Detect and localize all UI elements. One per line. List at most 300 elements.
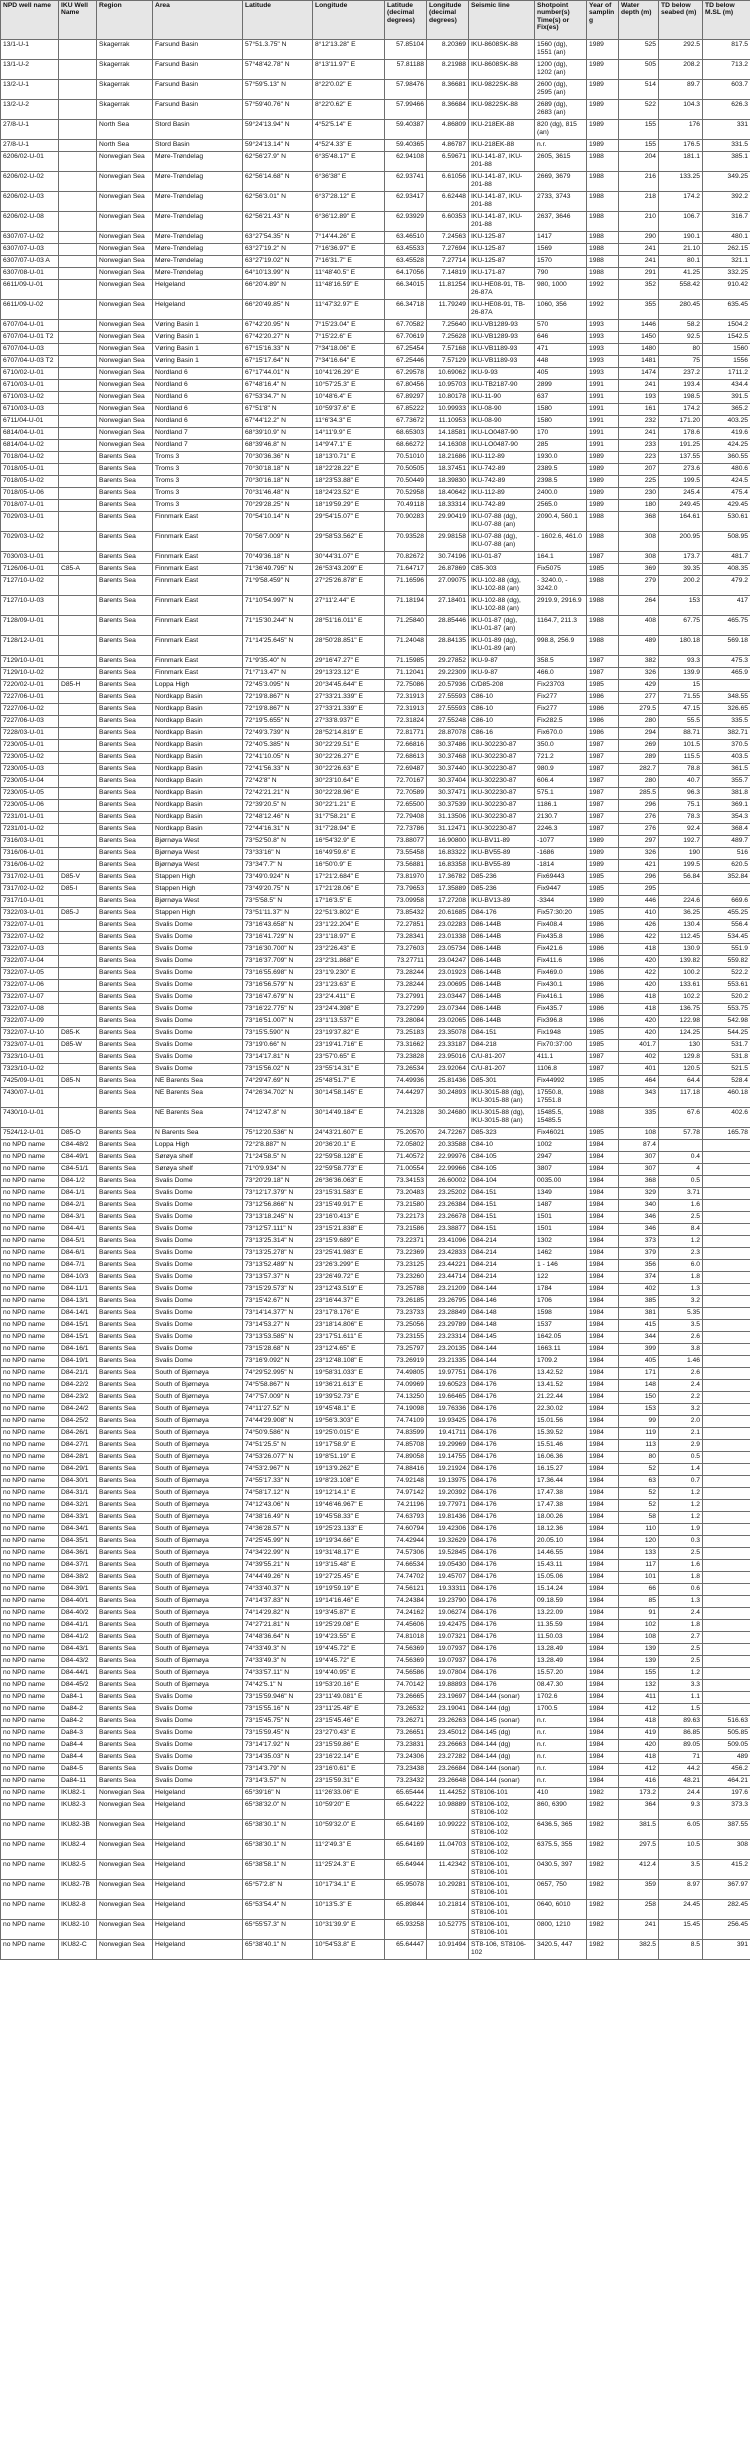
table-cell: D84-10/3 bbox=[59, 1272, 97, 1284]
table-cell: Barents Sea bbox=[97, 1140, 153, 1152]
table-cell: 173.2 bbox=[619, 1788, 659, 1800]
table-cell bbox=[59, 40, 97, 60]
table-cell: 67°15'17.64" N bbox=[243, 356, 313, 368]
table-cell: Barents Sea bbox=[97, 1668, 153, 1680]
table-cell: South of Bjørnøya bbox=[153, 1440, 243, 1452]
table-cell: Norwegian Sea bbox=[97, 212, 153, 232]
table-cell: 73°16'43.658" N bbox=[243, 920, 313, 932]
table-cell: IKU-218EK-88 bbox=[469, 120, 535, 140]
table-row bbox=[1, 1680, 750, 1692]
table-cell: 1984 bbox=[587, 1404, 619, 1416]
table-cell: 6611/09-U-02 bbox=[1, 300, 59, 320]
table-cell: no NPD name bbox=[1, 1668, 59, 1680]
table-cell: Fix421.6 bbox=[535, 944, 587, 956]
table-cell: 72.31913 bbox=[385, 704, 427, 716]
table-cell: IKU-102-88 (dg), IKU-102-88 (an) bbox=[469, 576, 535, 596]
table-cell: 19.13975 bbox=[427, 1476, 469, 1488]
table-row bbox=[1, 1064, 750, 1076]
table-cell: IKU-LO0487-90 bbox=[469, 428, 535, 440]
table-cell: Barents Sea bbox=[97, 1248, 153, 1260]
table-cell: Barents Sea bbox=[97, 812, 153, 824]
table-cell: 321.1 bbox=[703, 256, 750, 268]
table-cell: 70°30'16.18" N bbox=[243, 476, 313, 488]
table-cell: 15.43.11 bbox=[535, 1560, 587, 1572]
table-cell: 178.6 bbox=[659, 428, 703, 440]
table-cell: 1.8 bbox=[659, 1272, 703, 1284]
table-cell: D84-176 bbox=[469, 1572, 535, 1584]
table-cell: 8.5 bbox=[659, 1940, 703, 1960]
table-cell: South of Bjørnøya bbox=[153, 1416, 243, 1428]
table-cell: 401 bbox=[619, 1064, 659, 1076]
table-cell: 391 bbox=[703, 1940, 750, 1960]
table-cell: Fix5075 bbox=[535, 564, 587, 576]
table-cell: D84-22/2 bbox=[59, 1380, 97, 1392]
table-cell: 626.3 bbox=[703, 100, 750, 120]
table-cell: 73.28084 bbox=[385, 1016, 427, 1028]
table-cell: 17.27208 bbox=[427, 896, 469, 908]
table-cell bbox=[59, 320, 97, 332]
table-cell: 1991 bbox=[587, 392, 619, 404]
table-cell bbox=[703, 1272, 750, 1284]
table-cell: 73.23125 bbox=[385, 1260, 427, 1272]
table-cell: 2398.5 bbox=[535, 476, 587, 488]
table-cell: D84-40/2 bbox=[59, 1608, 97, 1620]
table-cell: D84-176 bbox=[469, 1392, 535, 1404]
table-cell: 7.24563 bbox=[427, 232, 469, 244]
column-header: Longitude (decimal degrees) bbox=[427, 1, 469, 40]
table-cell: IKU-08-90 bbox=[469, 404, 535, 416]
table-cell: 27°25'26.878" E bbox=[313, 576, 385, 596]
table-cell: 70°30'36.36" N bbox=[243, 452, 313, 464]
table-cell: IKU-BV13-89 bbox=[469, 896, 535, 908]
table-cell: 62°56'27.9" N bbox=[243, 152, 313, 172]
table-cell: 6206/02-U-02 bbox=[1, 172, 59, 192]
table-cell: 164.1 bbox=[535, 552, 587, 564]
table-cell: D84-15/1 bbox=[59, 1332, 97, 1344]
table-cell: 26.60002 bbox=[427, 1176, 469, 1188]
table-cell: 382 bbox=[619, 656, 659, 668]
table-cell: 27.55593 bbox=[427, 692, 469, 704]
table-cell: 65°38'30.1" N bbox=[243, 1840, 313, 1860]
table-cell bbox=[59, 152, 97, 172]
table-cell: 2689 (dg), 2683 (an) bbox=[535, 100, 587, 120]
table-cell bbox=[703, 1344, 750, 1356]
table-cell: Finnmark East bbox=[153, 636, 243, 656]
table-cell: D84-1/1 bbox=[59, 1188, 97, 1200]
table-cell: Barents Sea bbox=[97, 1332, 153, 1344]
table-cell: 11.42342 bbox=[427, 1860, 469, 1880]
table-cell: 27/8-U-1 bbox=[1, 140, 59, 152]
table-cell: Nordkapp Basin bbox=[153, 800, 243, 812]
table-cell: Svalis Dome bbox=[153, 1224, 243, 1236]
table-cell: Nordland 7 bbox=[153, 428, 243, 440]
table-cell: 6°37'28.12" E bbox=[313, 192, 385, 212]
table-cell: D85-I bbox=[59, 884, 97, 896]
table-cell: North Sea bbox=[97, 140, 153, 152]
table-cell: 173.7 bbox=[659, 552, 703, 564]
table-cell: 420 bbox=[619, 1028, 659, 1040]
table-cell: no NPD name bbox=[1, 1248, 59, 1260]
table-cell: 23°1'13.537" E bbox=[313, 1016, 385, 1028]
table-cell: 1989 bbox=[587, 476, 619, 488]
table-cell: 230 bbox=[619, 488, 659, 500]
table-cell: 67°51'8" N bbox=[243, 404, 313, 416]
table-cell: 115.5 bbox=[659, 752, 703, 764]
table-cell: 30.24893 bbox=[427, 1088, 469, 1108]
table-cell: 16.90800 bbox=[427, 836, 469, 848]
table-cell: 528.4 bbox=[703, 1076, 750, 1088]
table-cell: 1984 bbox=[587, 1536, 619, 1548]
table-row bbox=[1, 1076, 750, 1088]
table-cell: 1982 bbox=[587, 1788, 619, 1800]
table-cell: 296 bbox=[619, 800, 659, 812]
table-cell: 1988 bbox=[587, 232, 619, 244]
table-cell: 1984 bbox=[587, 1368, 619, 1380]
table-cell bbox=[703, 1464, 750, 1476]
table-cell: 1989 bbox=[587, 100, 619, 120]
table-cell: 10.52775 bbox=[427, 1920, 469, 1940]
table-cell: no NPD name bbox=[1, 1512, 59, 1524]
table-cell bbox=[59, 992, 97, 1004]
table-cell: 11.35.59 bbox=[535, 1620, 587, 1632]
table-cell: 6707/04-U-01 bbox=[1, 320, 59, 332]
table-cell: Stord Basin bbox=[153, 140, 243, 152]
table-cell: IKU-125-87 bbox=[469, 232, 535, 244]
table-cell: IKU-112-89 bbox=[469, 488, 535, 500]
table-cell: Svalis Dome bbox=[153, 1016, 243, 1028]
column-header: TD below seabed (m) bbox=[659, 1, 703, 40]
table-cell: 1930.0 bbox=[535, 452, 587, 464]
table-cell: Barents Sea bbox=[97, 1380, 153, 1392]
table-cell: 30.74196 bbox=[427, 552, 469, 564]
table-cell: 1984 bbox=[587, 1680, 619, 1692]
table-cell: no NPD name bbox=[1, 1440, 59, 1452]
table-cell: Barents Sea bbox=[97, 848, 153, 860]
table-cell bbox=[703, 1704, 750, 1716]
table-cell: 531.8 bbox=[703, 1052, 750, 1064]
table-cell: 429 bbox=[619, 680, 659, 692]
table-cell: 72°44'16.31" N bbox=[243, 824, 313, 836]
table-cell: 23.05734 bbox=[427, 944, 469, 956]
table-cell: Barents Sea bbox=[97, 992, 153, 1004]
table-cell: 72.79408 bbox=[385, 812, 427, 824]
table-cell: 480.6 bbox=[703, 464, 750, 476]
table-cell: 27.55248 bbox=[427, 716, 469, 728]
table-cell: -1686 bbox=[535, 848, 587, 860]
table-cell: 210 bbox=[619, 212, 659, 232]
table-cell: 216 bbox=[619, 172, 659, 192]
table-cell: IKU-VB1289-93 bbox=[469, 332, 535, 344]
table-cell: 1200 (dg), 1202 (an) bbox=[535, 60, 587, 80]
table-cell: Norwegian Sea bbox=[97, 404, 153, 416]
table-cell: IKU-218EK-88 bbox=[469, 140, 535, 152]
table-cell: 71 bbox=[659, 1752, 703, 1764]
table-cell: 1.2 bbox=[659, 1500, 703, 1512]
table-cell: 1992 bbox=[587, 280, 619, 300]
table-cell: 419.6 bbox=[703, 428, 750, 440]
table-cell: 1986 bbox=[587, 1016, 619, 1028]
table-cell: 1984 bbox=[587, 1632, 619, 1644]
table-cell: 59°24'13.14" N bbox=[243, 140, 313, 152]
table-cell: 2733, 3743 bbox=[535, 192, 587, 212]
table-cell: 8.36684 bbox=[427, 100, 469, 120]
table-cell: 73°52'50.8" N bbox=[243, 836, 313, 848]
table-cell: 102.2 bbox=[659, 992, 703, 1004]
table-cell: 170 bbox=[535, 428, 587, 440]
table-cell: 2899 bbox=[535, 380, 587, 392]
table-cell: no NPD name bbox=[1, 1776, 59, 1788]
table-cell: Bjørnøya West bbox=[153, 848, 243, 860]
table-cell: Norwegian Sea bbox=[97, 392, 153, 404]
table-cell: 1060, 356 bbox=[535, 300, 587, 320]
table-cell: Helgeland bbox=[153, 280, 243, 300]
table-cell: 75°12'20.536" N bbox=[243, 1128, 313, 1140]
table-cell bbox=[703, 1152, 750, 1164]
table-cell: 73°15'45.75" N bbox=[243, 1716, 313, 1728]
table-cell: Nordland 6 bbox=[153, 368, 243, 380]
table-cell: D84-11/1 bbox=[59, 1284, 97, 1296]
table-cell: South of Bjørnøya bbox=[153, 1368, 243, 1380]
table-cell: 71.12041 bbox=[385, 668, 427, 680]
table-cell: 20.05.10 bbox=[535, 1536, 587, 1548]
table-cell: 7°16'36.97" E bbox=[313, 244, 385, 256]
table-cell: 1984 bbox=[587, 1512, 619, 1524]
table-cell: 606.4 bbox=[535, 776, 587, 788]
table-cell: D84-6/1 bbox=[59, 1248, 97, 1260]
table-cell: D84-176 bbox=[469, 1368, 535, 1380]
table-cell: Nordkapp Basin bbox=[153, 752, 243, 764]
table-cell: 74.49936 bbox=[385, 1076, 427, 1088]
table-cell: Svalis Dome bbox=[153, 1200, 243, 1212]
table-cell: 67.75 bbox=[659, 616, 703, 636]
table-cell: no NPD name bbox=[1, 1260, 59, 1272]
table-cell: 276 bbox=[619, 824, 659, 836]
table-cell: 282.45 bbox=[703, 1900, 750, 1920]
table-cell: 30°44'31.07" E bbox=[313, 552, 385, 564]
table-cell: 620.5 bbox=[703, 860, 750, 872]
table-cell: Svalis Dome bbox=[153, 1728, 243, 1740]
table-cell: 350.0 bbox=[535, 740, 587, 752]
table-cell: 6710/03-U-01 bbox=[1, 380, 59, 392]
table-cell: South of Bjørnøya bbox=[153, 1608, 243, 1620]
table-cell: 434.4 bbox=[703, 380, 750, 392]
table-cell: D84-176 bbox=[469, 1668, 535, 1680]
table-cell: 6307/07-U-03 A bbox=[1, 256, 59, 268]
table-cell: 23.26678 bbox=[427, 1212, 469, 1224]
table-cell: 1987 bbox=[587, 1052, 619, 1064]
table-cell: 19.23790 bbox=[427, 1596, 469, 1608]
table-cell: 13.28.49 bbox=[535, 1656, 587, 1668]
table-cell: 2.1 bbox=[659, 1428, 703, 1440]
table-cell: Barents Sea bbox=[97, 576, 153, 596]
table-cell: 30.37468 bbox=[427, 752, 469, 764]
table-cell: 74.97142 bbox=[385, 1488, 427, 1500]
table-cell: D84-28/1 bbox=[59, 1452, 97, 1464]
table-cell: 15.01.56 bbox=[535, 1416, 587, 1428]
table-cell: D84-176 bbox=[469, 1512, 535, 1524]
table-cell bbox=[59, 896, 97, 908]
table-cell: 1480 bbox=[619, 344, 659, 356]
table-cell: 7129/10-U-01 bbox=[1, 656, 59, 668]
table-cell: 88.71 bbox=[659, 728, 703, 740]
table-cell: IKU82-3B bbox=[59, 1820, 97, 1840]
table-cell: 1.2 bbox=[659, 1236, 703, 1248]
table-cell: 72°40'5.385" N bbox=[243, 740, 313, 752]
table-cell: no NPD name bbox=[1, 1500, 59, 1512]
table-cell: Svalis Dome bbox=[153, 1356, 243, 1368]
table-cell: 23.35078 bbox=[427, 1028, 469, 1040]
table-cell: D84-151 bbox=[469, 1200, 535, 1212]
table-cell bbox=[703, 1608, 750, 1620]
table-cell: IKU-9-87 bbox=[469, 668, 535, 680]
table-cell: 120.5 bbox=[659, 1064, 703, 1076]
table-row bbox=[1, 332, 750, 344]
table-cell: 73°16'55.698" N bbox=[243, 968, 313, 980]
table-cell: 1984 bbox=[587, 1428, 619, 1440]
table-cell bbox=[59, 232, 97, 244]
table-row bbox=[1, 1272, 750, 1284]
table-cell: 7323/10-U-01 bbox=[1, 1052, 59, 1064]
table-cell: 1987 bbox=[587, 740, 619, 752]
table-cell: 73.22173 bbox=[385, 1212, 427, 1224]
table-cell: Barents Sea bbox=[97, 1308, 153, 1320]
table-cell: 521.5 bbox=[703, 1064, 750, 1076]
table-cell: 1984 bbox=[587, 1704, 619, 1716]
table-cell: 23°15'59.31" E bbox=[313, 1776, 385, 1788]
table-cell: 14°11'9.9" E bbox=[313, 428, 385, 440]
table-cell: D84-33/1 bbox=[59, 1512, 97, 1524]
table-cell: 74.56586 bbox=[385, 1668, 427, 1680]
table-cell: Barents Sea bbox=[97, 692, 153, 704]
table-cell: D84-37/1 bbox=[59, 1560, 97, 1572]
table-cell: 73°15'56.02" N bbox=[243, 1064, 313, 1076]
table-cell: 297.5 bbox=[619, 1840, 659, 1860]
table-cell: 262.15 bbox=[703, 244, 750, 256]
table-cell: 7°34'16.64" E bbox=[313, 356, 385, 368]
table-cell: 285 bbox=[535, 440, 587, 452]
table-cell: 1984 bbox=[587, 1332, 619, 1344]
table-cell: 74.63793 bbox=[385, 1512, 427, 1524]
table-cell: 1984 bbox=[587, 1476, 619, 1488]
table-cell: 402 bbox=[619, 1284, 659, 1296]
column-header: Area bbox=[153, 1, 243, 40]
table-cell: 402.6 bbox=[703, 1108, 750, 1128]
table-cell: 241 bbox=[619, 380, 659, 392]
table-cell: Norwegian Sea bbox=[97, 1880, 153, 1900]
table-cell: Barents Sea bbox=[97, 1108, 153, 1128]
table-cell: 41.25 bbox=[659, 268, 703, 280]
table-cell: 25°48'51.7" E bbox=[313, 1076, 385, 1088]
table-cell: 65.64222 bbox=[385, 1800, 427, 1820]
table-row bbox=[1, 1392, 750, 1404]
table-cell: 74°12'47.8" N bbox=[243, 1108, 313, 1128]
table-cell: Svalis Dome bbox=[153, 1308, 243, 1320]
table-cell: Møre-Trøndelag bbox=[153, 232, 243, 244]
table-cell: 19.07937 bbox=[427, 1656, 469, 1668]
table-cell: 22°51'3.802" E bbox=[313, 908, 385, 920]
table-cell: Nordkapp Basin bbox=[153, 728, 243, 740]
table-cell: Barents Sea bbox=[97, 1476, 153, 1488]
table-cell: 1984 bbox=[587, 1656, 619, 1668]
table-cell: 332.25 bbox=[703, 268, 750, 280]
table-cell: 28.84135 bbox=[427, 636, 469, 656]
table-cell: Fix411.6 bbox=[535, 956, 587, 968]
table-row bbox=[1, 656, 750, 668]
table-cell: 1989 bbox=[587, 500, 619, 512]
table-cell: D84-4/1 bbox=[59, 1224, 97, 1236]
table-row bbox=[1, 800, 750, 812]
table-row bbox=[1, 920, 750, 932]
table-cell: 71°7'13.47" N bbox=[243, 668, 313, 680]
table-cell: 68.66272 bbox=[385, 440, 427, 452]
table-cell: Skagerrak bbox=[97, 100, 153, 120]
table-cell: 23.04247 bbox=[427, 956, 469, 968]
table-row bbox=[1, 1380, 750, 1392]
table-cell: 534.45 bbox=[703, 932, 750, 944]
table-cell: 1.6 bbox=[659, 1560, 703, 1572]
table-cell: 1989 bbox=[587, 40, 619, 60]
table-cell: 19°56'3.303" E bbox=[313, 1416, 385, 1428]
table-cell: D84-144 bbox=[469, 1284, 535, 1296]
table-cell: 23°15'21.838" E bbox=[313, 1224, 385, 1236]
table-cell: IKU-HE08-91, TB-26-87A bbox=[469, 300, 535, 320]
table-cell: Fix670.0 bbox=[535, 728, 587, 740]
table-cell: 74.60794 bbox=[385, 1524, 427, 1536]
table-cell: 418 bbox=[619, 1004, 659, 1016]
table-cell: 72°49'3.739" N bbox=[243, 728, 313, 740]
table-cell: Nordkapp Basin bbox=[153, 740, 243, 752]
table-cell: 74°25'45.99" N bbox=[243, 1536, 313, 1548]
table-cell: no NPD name bbox=[1, 1536, 59, 1548]
table-cell: IKU-9-93 bbox=[469, 368, 535, 380]
table-cell: 92.4 bbox=[659, 824, 703, 836]
table-cell: 23.27282 bbox=[427, 1752, 469, 1764]
table-cell: 71.16596 bbox=[385, 576, 427, 596]
table-cell: Barents Sea bbox=[97, 1368, 153, 1380]
table-cell: 70°54'10.14" N bbox=[243, 512, 313, 532]
table-cell: 7322/07-U-09 bbox=[1, 1016, 59, 1028]
table-cell: 307 bbox=[619, 1152, 659, 1164]
table-cell: C86-16 bbox=[469, 728, 535, 740]
table-cell: 70°56'7.009" N bbox=[243, 532, 313, 552]
table-cell: 23°15'9.689" E bbox=[313, 1236, 385, 1248]
table-cell: 11.04703 bbox=[427, 1840, 469, 1860]
table-cell: 19.07937 bbox=[427, 1644, 469, 1656]
table-cell: 1984 bbox=[587, 1308, 619, 1320]
table-cell: Troms 3 bbox=[153, 488, 243, 500]
table-cell: Norwegian Sea bbox=[97, 344, 153, 356]
table-cell: D84-218 bbox=[469, 1040, 535, 1052]
table-cell: 73.26185 bbox=[385, 1296, 427, 1308]
table-cell: Finnmark East bbox=[153, 512, 243, 532]
table-cell: 1984 bbox=[587, 1224, 619, 1236]
table-cell: 0657, 750 bbox=[535, 1880, 587, 1900]
table-cell bbox=[59, 716, 97, 728]
table-cell: 73.28244 bbox=[385, 968, 427, 980]
table-cell: N Barents Sea bbox=[153, 1128, 243, 1140]
table-cell: 23.01923 bbox=[427, 968, 469, 980]
table-cell: IKU-742-89 bbox=[469, 500, 535, 512]
table-cell: 7323/07-U-01 bbox=[1, 1040, 59, 1052]
table-cell: n.r. bbox=[535, 1752, 587, 1764]
table-cell: D84-145 bbox=[469, 1332, 535, 1344]
table-cell: ST8106-102, ST8106-102 bbox=[469, 1820, 535, 1840]
table-cell: 295 bbox=[619, 884, 659, 896]
table-cell: 8°22'0.62" E bbox=[313, 100, 385, 120]
table-cell: Nordkapp Basin bbox=[153, 692, 243, 704]
table-cell: 67.85222 bbox=[385, 404, 427, 416]
table-cell: 23.44714 bbox=[427, 1272, 469, 1284]
